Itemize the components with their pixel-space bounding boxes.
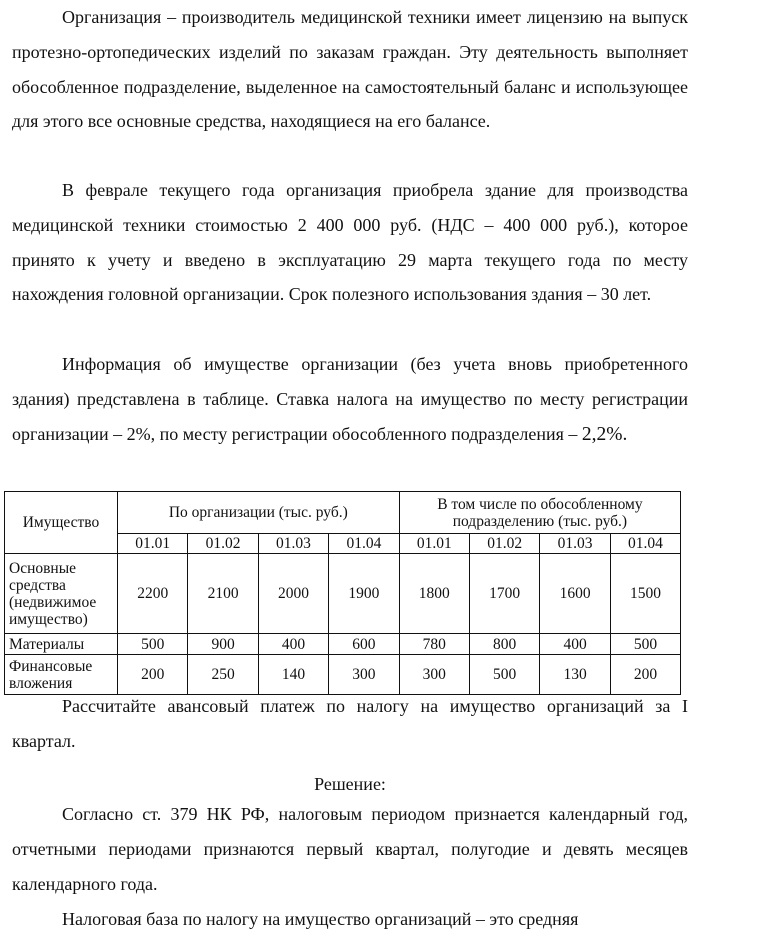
- value-cell: 300: [399, 655, 469, 695]
- date-cell: 01.02: [188, 534, 258, 554]
- value-cell: 400: [540, 634, 610, 655]
- property-table: [4, 491, 681, 695]
- paragraph-task-question: Рассчитайте авансовый платеж по налогу на имущество организаций за I квартал.: [12, 696, 688, 751]
- table-header-row: [5, 492, 681, 534]
- value-cell: 200: [118, 655, 188, 695]
- value-cell: 1700: [469, 554, 539, 634]
- paragraph-building-purchase: В феврале текущего года организация приобрела здание для производства медицинской техники стоимостью 2 400 000 руб. (НДС – 400 000 руб.), которое принято к учету и введено в эксплуатацию 29 марта текущего года по месту нахождения головной организации. Срок полезного использования здания – 30 лет.: [12, 180, 688, 305]
- value-cell: 780: [399, 634, 469, 655]
- header-property: Имущество: [5, 492, 118, 554]
- value-cell: 1500: [610, 554, 680, 634]
- solution-heading: Решение:: [314, 774, 386, 794]
- paragraph-task-intro: Организация – производитель медицинской техники имеет лицензию на выпуск протезно-ортопедических изделий по заказам граждан. Эту деятельность выполняет обособленное подразделение, выделенное на самостоятельный баланс и использующее для этого все основные средства, находящиеся на его балансе.: [12, 7, 688, 132]
- property-info-text: Информация об имуществе организации (без учета вновь приобретенного здания) представлена в таблице. Ставка налога на имущество по месту регистрации организации – 2%, по месту регистрации обособленного подразделения –: [12, 354, 688, 444]
- value-cell: 200: [610, 655, 680, 695]
- header-org-group: По организации (тыс. руб.): [118, 492, 400, 534]
- value-cell: 900: [188, 634, 258, 655]
- value-cell: 140: [258, 655, 328, 695]
- value-cell: 600: [329, 634, 399, 655]
- value-cell: 2000: [258, 554, 328, 634]
- value-cell: 1600: [540, 554, 610, 634]
- row-label-materials: Материалы: [5, 634, 118, 655]
- date-cell: 01.03: [540, 534, 610, 554]
- date-cell: 01.03: [258, 534, 328, 554]
- paragraph-tax-period: Согласно ст. 379 НК РФ, налоговым периодом признается календарный год, отчетными периодами признаются первый квартал, полугодие и девять месяцев календарного года.: [12, 804, 688, 894]
- value-cell: 2100: [188, 554, 258, 634]
- paragraph-property-info: [12, 347, 688, 452]
- value-cell: 250: [188, 655, 258, 695]
- table-row: [5, 554, 681, 634]
- date-cell: 01.04: [329, 534, 399, 554]
- row-label-financial-investments: Финансовые вложения: [5, 655, 118, 695]
- value-cell: 500: [118, 634, 188, 655]
- value-cell: 500: [610, 634, 680, 655]
- value-cell: 1800: [399, 554, 469, 634]
- date-cell: 01.04: [610, 534, 680, 554]
- value-cell: 2200: [118, 554, 188, 634]
- branch-rate-text: 2,2%.: [581, 423, 628, 445]
- value-cell: 400: [258, 634, 328, 655]
- date-cell: 01.01: [118, 534, 188, 554]
- header-branch-group: В том числе по обособленному подразделению (тыс. руб.): [399, 492, 681, 534]
- row-label-fixed-assets: Основные средства (недвижимое имущество): [5, 554, 118, 634]
- paragraph-tax-base: Налоговая база по налогу на имущество организаций – это средняя: [62, 909, 579, 929]
- value-cell: 300: [329, 655, 399, 695]
- value-cell: 800: [469, 634, 539, 655]
- table-row: [5, 634, 681, 655]
- date-cell: 01.01: [399, 534, 469, 554]
- value-cell: 130: [540, 655, 610, 695]
- value-cell: 500: [469, 655, 539, 695]
- value-cell: 1900: [329, 554, 399, 634]
- date-cell: 01.02: [469, 534, 539, 554]
